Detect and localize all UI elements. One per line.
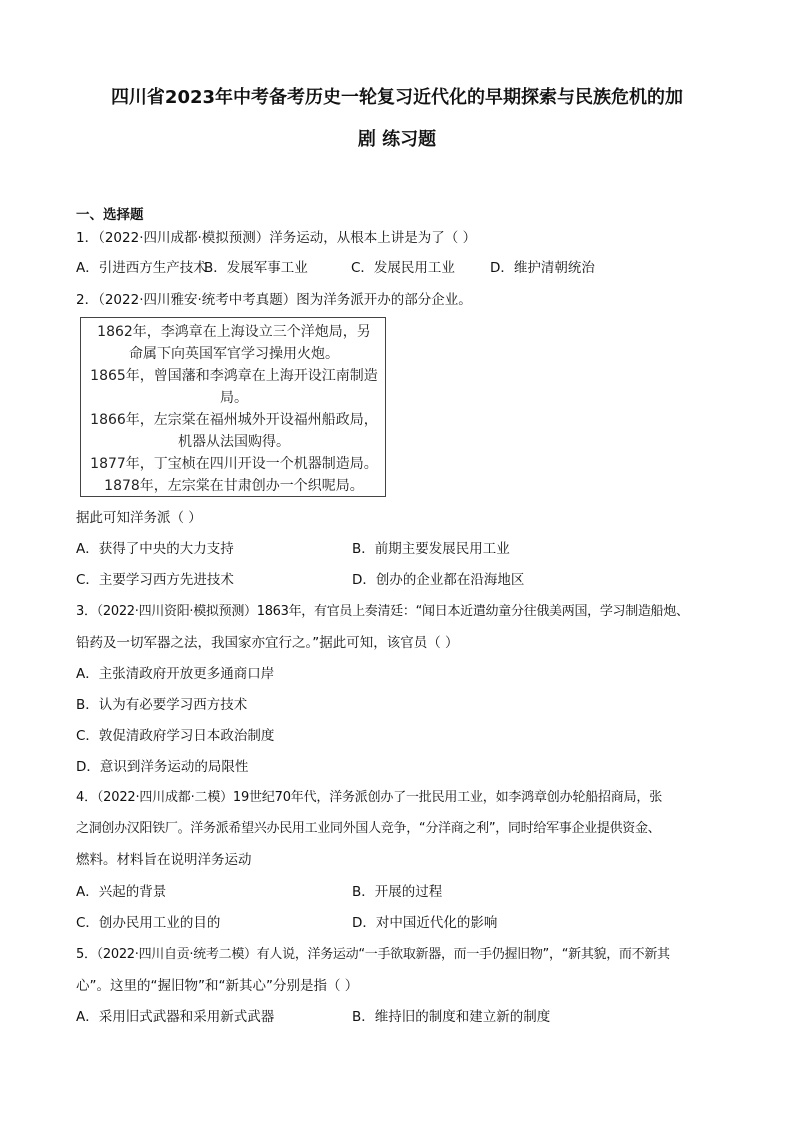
- box-line: 1866年，左宗棠在福州城外开设福州船政局，: [90, 412, 378, 428]
- q1-option-a: A．引进西方生产技术: [76, 260, 207, 276]
- q1-option-c: C．发展民用工业: [351, 260, 455, 276]
- q3-option-a: A．主张清政府开放更多通商口岸: [76, 666, 275, 682]
- q3-option-b: B．认为有必要学习西方技术: [76, 697, 248, 713]
- q3-stem-line2: 铅药及一切军器之法，我国家亦宜行之。”据此可知，该官员（ ）: [76, 635, 459, 651]
- box-line: 1865年，曾国藩和李鸿章在上海开设江南制造: [90, 368, 378, 384]
- q2-follow-up: 据此可知洋务派（ ）: [76, 510, 202, 526]
- section-label: 一、选择题: [76, 207, 144, 223]
- q4-option-a: A．兴起的背景: [76, 884, 167, 900]
- q2-option-d: D．创办的企业都在沿海地区: [352, 572, 525, 588]
- q5-stem-line1: 5．（2022·四川自贡·统考二模）有人说，洋务运动“一手欲取新器，而一手仍握旧物”，“新其貌，而不新其: [76, 947, 670, 962]
- q1-option-d: D．维护清朝统治: [490, 260, 595, 276]
- box-line: 1877年，丁宝桢在四川开设一个机器制造局。: [90, 456, 378, 472]
- q5-option-a: A．采用旧式武器和采用新式武器: [76, 1009, 275, 1025]
- q2-option-b: B．前期主要发展民用工业: [352, 541, 510, 557]
- q4-option-d: D．对中国近代化的影响: [352, 915, 498, 931]
- q2-option-a: A．获得了中央的大力支持: [76, 541, 234, 557]
- q5-option-b: B．维持旧的制度和建立新的制度: [352, 1009, 551, 1025]
- q4-stem-line3: 燃料。材料旨在说明洋务运动: [76, 852, 252, 868]
- q3-option-c: C．敦促清政府学习日本政治制度: [76, 728, 275, 744]
- q1-option-b: B．发展军事工业: [204, 260, 308, 276]
- enterprise-list-box: [80, 317, 386, 497]
- doc-title-line1: 四川省2023年中考备考历史一轮复习近代化的早期探索与民族危机的加: [110, 87, 684, 108]
- q3-option-d: D．意识到洋务运动的局限性: [76, 759, 249, 775]
- doc-title-line2: 剧 练习题: [357, 129, 437, 150]
- q4-stem-line1: 4．（2022·四川成都·二模）19世纪70年代，洋务派创办了一批民用工业，如李鸿章创办轮船招商局，张: [76, 790, 663, 805]
- q3-stem-line1: 3．（2022·四川资阳·模拟预测）1863年，有官员上奏清廷：“闻日本近遣幼童分往俄美两国，学习制造船炮、: [76, 604, 689, 619]
- box-line: 局。: [220, 390, 248, 406]
- box-line: 机器从法国购得。: [178, 434, 290, 450]
- q4-option-b: B．开展的过程: [352, 884, 443, 900]
- q2-option-c: C．主要学习西方先进技术: [76, 572, 234, 588]
- q1-stem: 1．（2022·四川成都·模拟预测）洋务运动，从根本上讲是为了（ ）: [76, 230, 477, 246]
- q2-stem: 2．（2022·四川雅安·统考中考真题）图为洋务派开办的部分企业。: [76, 292, 472, 308]
- box-line: 命属下向英国军官学习操用火炮。: [129, 346, 339, 362]
- q4-stem-line2: 之洞创办汉阳铁厂。洋务派希望兴办民用工业同外国人竞争，“分洋商之利”，同时给军事企业提供资金、: [76, 821, 661, 836]
- box-line: 1878年，左宗棠在甘肃创办一个织呢局。: [104, 478, 364, 494]
- box-line: 1862年，李鸿章在上海设立三个洋炮局，另: [97, 324, 371, 340]
- q5-stem-line2: 心”。这里的“握旧物”和“新其心”分别是指（ ）: [76, 978, 359, 994]
- q4-option-c: C．创办民用工业的目的: [76, 915, 221, 931]
